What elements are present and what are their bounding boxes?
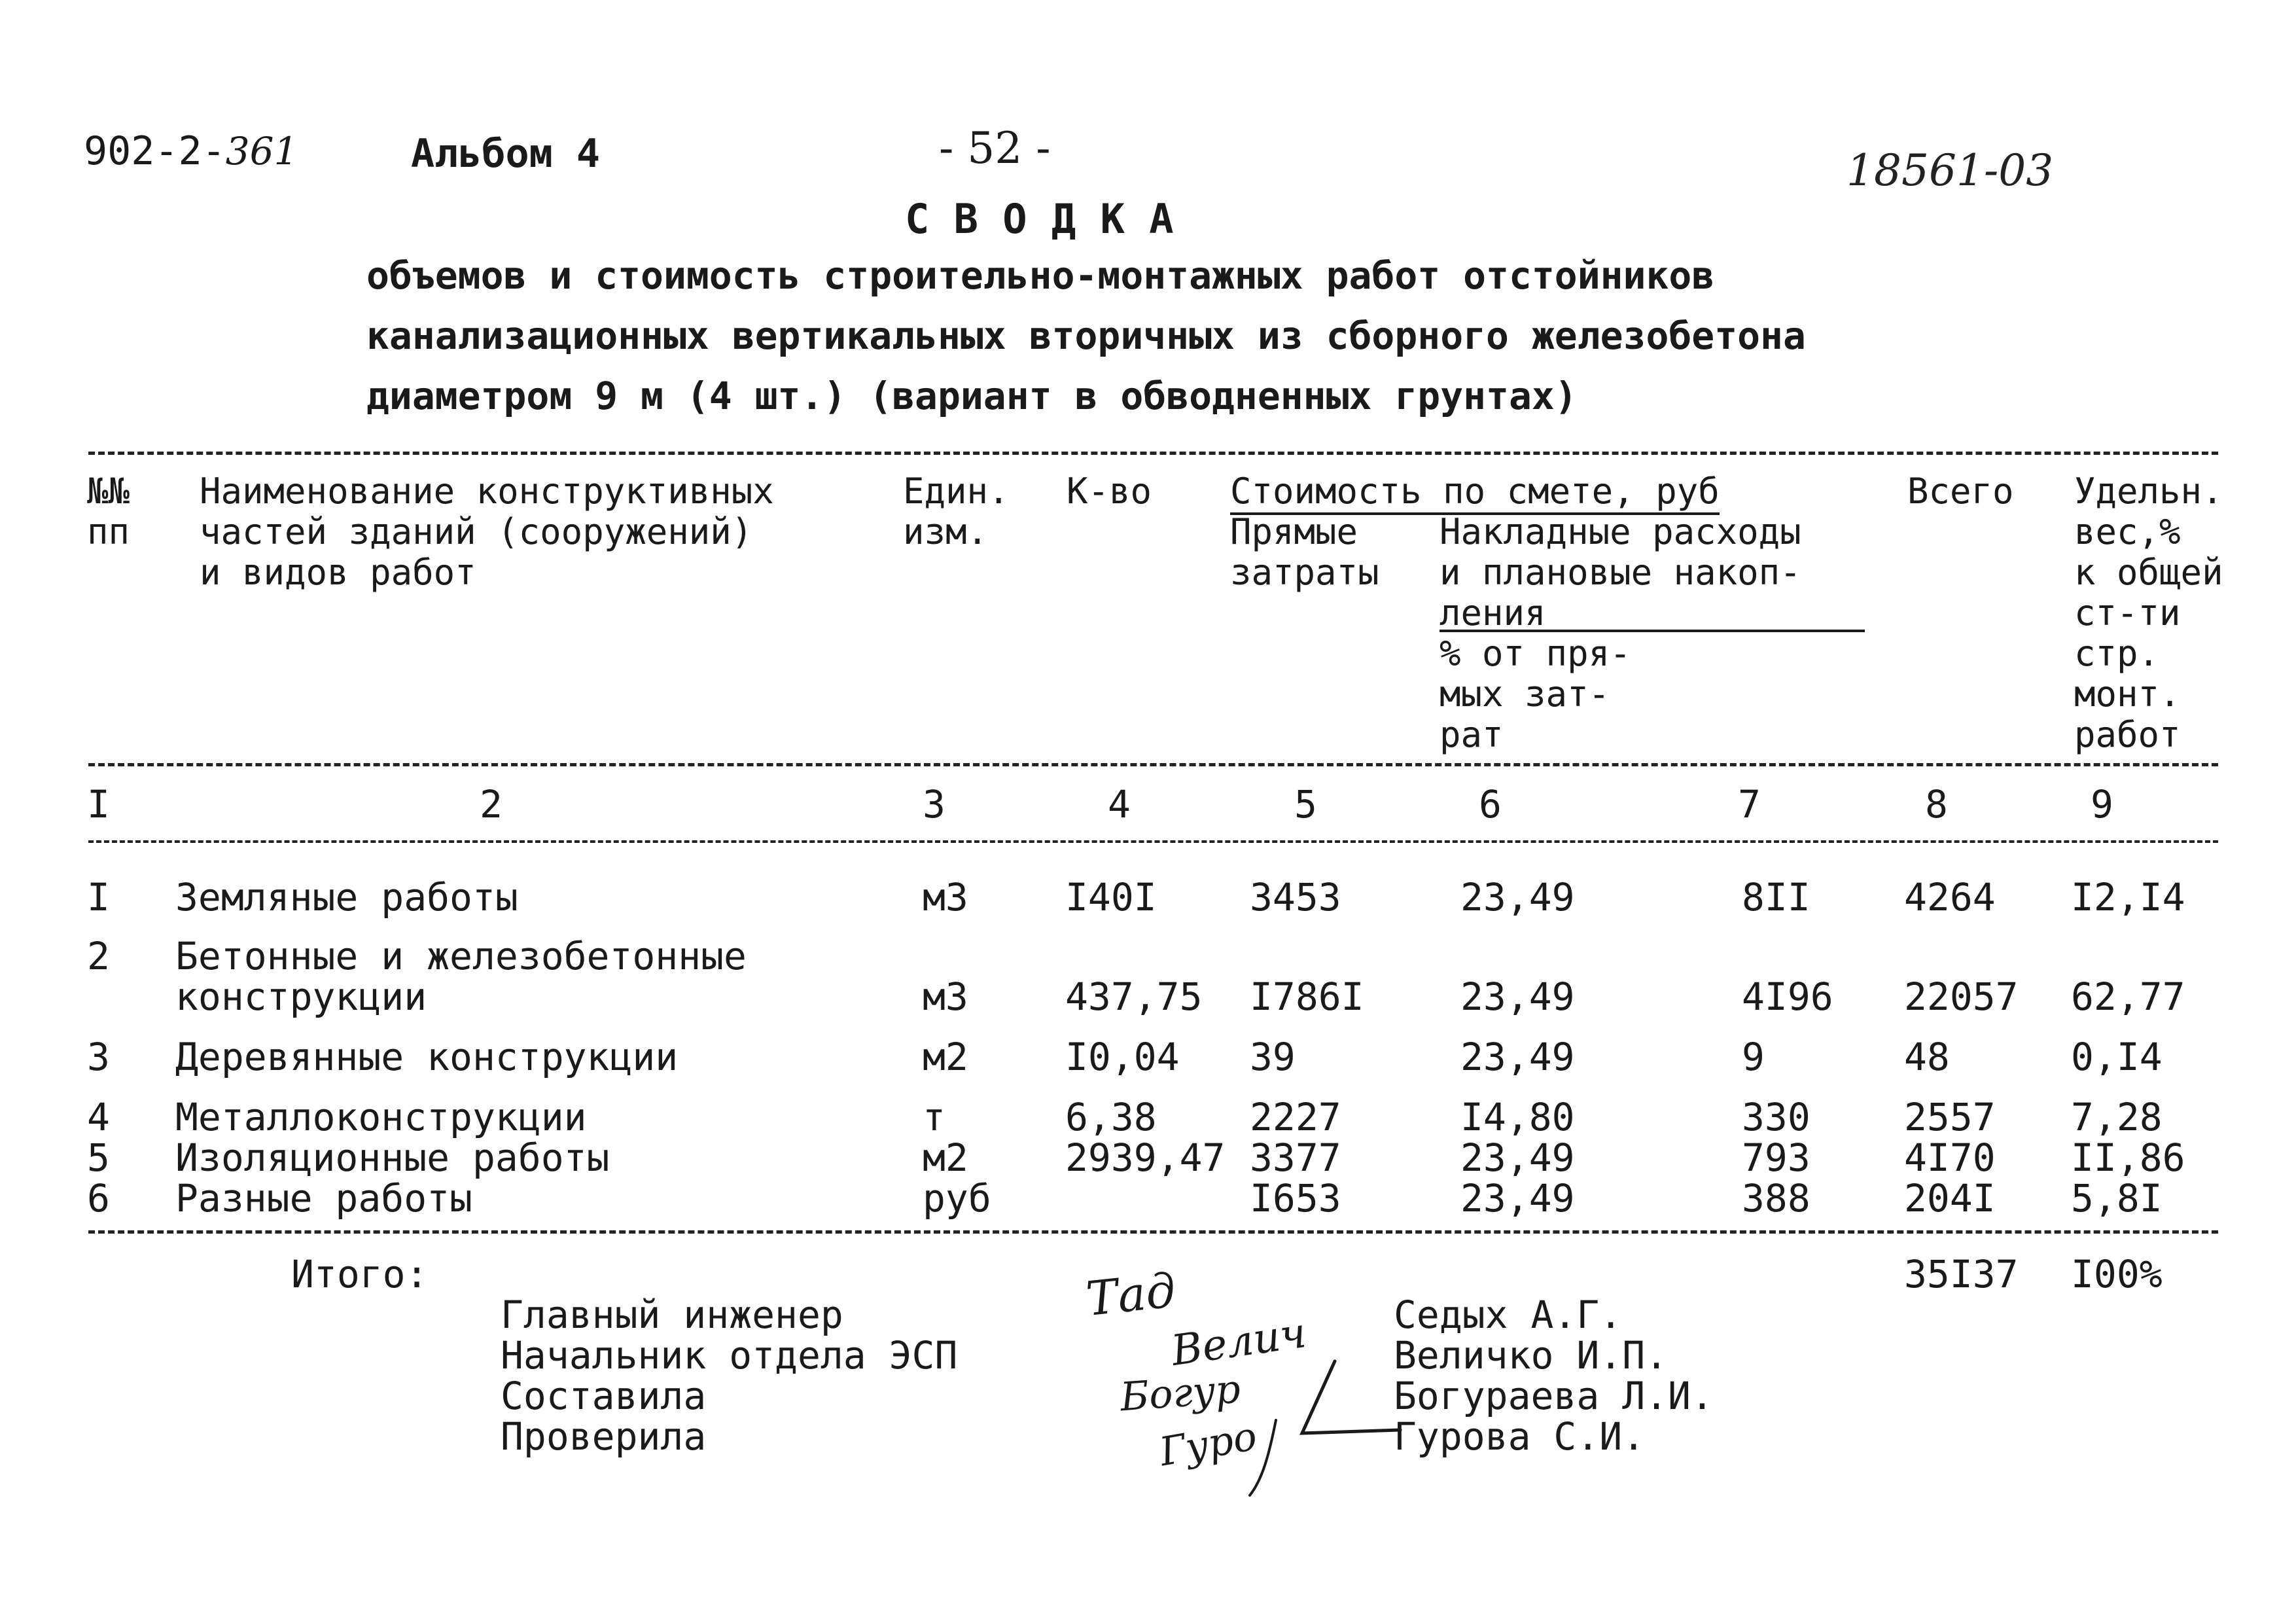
document-heading: С В О Д К А <box>905 195 1174 243</box>
row-direct-costs: 39 <box>1250 1035 1296 1079</box>
column-number-4: 4 <box>1108 782 1131 827</box>
row-overhead-percent: 23,49 <box>1460 1176 1575 1221</box>
row-name: Деревянные конструкции <box>175 1035 679 1079</box>
row-direct-costs: I653 <box>1250 1176 1341 1221</box>
header-col-direct-costs: Прямые затраты <box>1230 511 1379 593</box>
row-unit: м3 <box>923 974 968 1019</box>
row-direct-costs: 2227 <box>1250 1095 1341 1139</box>
album-label: Альбом 4 <box>411 131 600 177</box>
column-number-1: I <box>87 782 110 827</box>
totals-total: 35I37 <box>1904 1252 2019 1296</box>
row-number: I <box>87 875 110 919</box>
row-total: 4264 <box>1904 875 1996 919</box>
row-overhead: 388 <box>1742 1176 1810 1221</box>
row-overhead-percent: I4,80 <box>1460 1095 1575 1139</box>
table-top-rule <box>88 452 2218 455</box>
row-overhead-percent: 23,49 <box>1460 1135 1575 1180</box>
row-overhead: 8II <box>1742 875 1810 919</box>
row-total: 4I70 <box>1904 1135 1996 1180</box>
row-number: 2 <box>87 934 110 978</box>
document-code-handwritten: 361 <box>225 129 298 173</box>
row-name: Изоляционные работы <box>175 1135 610 1180</box>
row-name: Земляные работы <box>175 875 518 919</box>
column-number-8: 8 <box>1925 782 1948 827</box>
row-overhead: 330 <box>1742 1095 1810 1139</box>
header-col-overhead: Накладные расходы и плановые накоп- ления <box>1439 511 1801 633</box>
title-line-3: диаметром 9 м (4 шт.) (вариант в обводненных грунтах) <box>366 374 1578 418</box>
row-share: 5,8I <box>2071 1176 2163 1221</box>
document-code-printed: 902-2- <box>84 128 226 174</box>
row-name: Разные работы <box>175 1176 472 1221</box>
handwritten-signature: Гуро <box>1156 1413 1261 1476</box>
column-number-3: 3 <box>923 782 945 827</box>
row-quantity: I0,04 <box>1065 1035 1180 1079</box>
row-direct-costs: 3377 <box>1250 1135 1341 1180</box>
row-total: 48 <box>1904 1035 1950 1079</box>
column-numbers-rule <box>88 840 2218 843</box>
header-col-overhead-percent: % от пря- мых зат- рат <box>1439 633 1631 755</box>
row-share: 0,I4 <box>2071 1035 2163 1079</box>
header-col-quantity: К-во <box>1067 471 1152 512</box>
row-number: 3 <box>87 1035 110 1079</box>
row-quantity: 2939,47 <box>1065 1135 1226 1180</box>
document-code <box>84 128 298 174</box>
header-col-cost-group: Стоимость по смете, руб <box>1230 471 1720 515</box>
signature-name: Богураева Л.И. <box>1394 1374 1714 1418</box>
row-share: I2,I4 <box>2071 875 2185 919</box>
signature-role: Начальник отдела ЭСП <box>501 1333 958 1378</box>
row-name: Металлоконструкции <box>175 1095 587 1139</box>
row-share: 62,77 <box>2071 974 2185 1019</box>
row-number: 5 <box>87 1135 110 1180</box>
row-overhead-percent: 23,49 <box>1460 974 1575 1019</box>
page-number: - 52 - <box>939 123 1051 173</box>
row-share: II,86 <box>2071 1135 2185 1180</box>
header-col-unit: Един. изм. <box>903 471 1010 552</box>
row-quantity: I40I <box>1065 875 1157 919</box>
header-col-number: №№ пп <box>87 471 130 552</box>
handwritten-signature: Тад <box>1083 1262 1178 1327</box>
row-total: 2557 <box>1904 1095 1996 1139</box>
column-number-9: 9 <box>2091 782 2113 827</box>
body-bottom-rule <box>88 1230 2218 1234</box>
row-overhead-percent: 23,49 <box>1460 1035 1575 1079</box>
row-overhead: 793 <box>1742 1135 1810 1180</box>
row-direct-costs: I786I <box>1250 974 1364 1019</box>
signature-role: Главный инженер <box>501 1293 843 1337</box>
column-number-7: 7 <box>1738 782 1761 827</box>
handwritten-signature: Богур <box>1118 1366 1242 1421</box>
column-number-6: 6 <box>1479 782 1502 827</box>
row-number: 4 <box>87 1095 110 1139</box>
row-quantity: 6,38 <box>1065 1095 1157 1139</box>
totals-share: I00% <box>2071 1252 2163 1296</box>
row-unit: м3 <box>923 875 968 919</box>
row-total: 204I <box>1904 1176 1996 1221</box>
row-overhead: 9 <box>1742 1035 1765 1079</box>
header-col-name: Наименование конструктивных частей зданий (сооружений) и видов работ <box>200 471 774 593</box>
signature-flourish <box>1237 1342 1407 1505</box>
row-direct-costs: 3453 <box>1250 875 1341 919</box>
row-unit: м2 <box>923 1135 968 1180</box>
row-number: 6 <box>87 1176 110 1221</box>
row-share: 7,28 <box>2071 1095 2163 1139</box>
header-bottom-rule <box>88 763 2218 766</box>
row-unit: т <box>923 1095 945 1139</box>
header-overhead-underline <box>1439 630 1865 632</box>
header-col-total: Всего <box>1907 471 2014 512</box>
row-unit: руб <box>923 1176 991 1221</box>
title-line-2: канализационных вертикальных вторичных из сборного железобетона <box>366 313 1806 358</box>
column-number-5: 5 <box>1294 782 1317 827</box>
totals-label: Итого: <box>291 1252 429 1296</box>
signature-role: Составила <box>501 1374 707 1418</box>
handwritten-signature: Велич <box>1168 1308 1309 1376</box>
signature-name: Величко И.П. <box>1394 1333 1669 1378</box>
row-total: 22057 <box>1904 974 2019 1019</box>
row-overhead-percent: 23,49 <box>1460 875 1575 919</box>
signature-name: Седых А.Г. <box>1394 1293 1623 1337</box>
row-overhead: 4I96 <box>1742 974 1833 1019</box>
row-name: Бетонные и железобетонные конструкции <box>175 934 747 1019</box>
title-line-1: объемов и стоимость строительно-монтажных работ отстойников <box>366 253 1715 298</box>
row-quantity: 437,75 <box>1065 974 1203 1019</box>
signature-role: Проверила <box>501 1414 707 1459</box>
row-unit: м2 <box>923 1035 968 1079</box>
column-number-2: 2 <box>480 782 503 827</box>
signature-name: Гурова С.И. <box>1394 1414 1646 1459</box>
inventory-number: 18561-03 <box>1846 145 2054 196</box>
header-col-share: Удельн. вес,% к общей ст-ти стр. монт. работ <box>2074 471 2223 755</box>
